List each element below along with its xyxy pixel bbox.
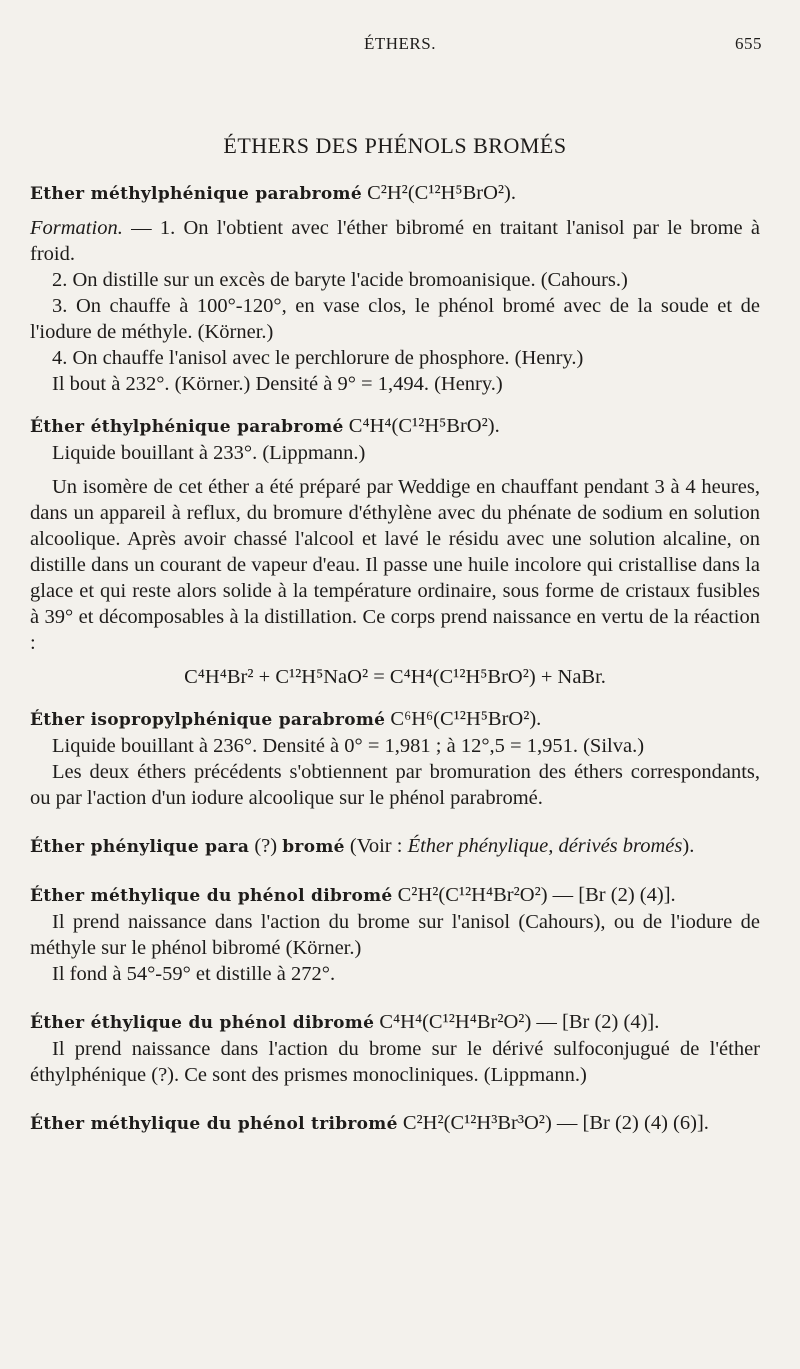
paragraph: Il bout à 232°. (Körner.) Densité à 9° = 1,494. (Henry.) — [52, 373, 503, 395]
paragraph: Les deux éthers précédents s'obtiennent par bromuration des éthers correspondants, ou par l'action d'un iodure alcoolique sur le phénol parabromé. — [30, 761, 760, 809]
entry-heading-line — [30, 882, 760, 909]
entry-heading-line — [30, 180, 760, 207]
entry-methylique-dibrome — [30, 882, 760, 987]
entry-formula: C⁴H⁴(C¹²H⁴Br²O²) — [Br (2) (4)]. — [379, 1011, 660, 1033]
running-title: ÉTHERS. — [364, 34, 436, 53]
entry-heading-line — [30, 413, 760, 440]
entry-phenylique-para — [30, 833, 760, 860]
entry-heading: Éther isopropylphénique parabromé — [30, 710, 386, 730]
paragraph: 3. On chauffe à 100°-120°, en vase clos, le phénol bromé avec de la soude et de l'iodure de méthyle. (Körner.) — [30, 295, 760, 343]
entry-heading-line — [30, 1009, 760, 1036]
paragraph: Il prend naissance dans l'action du brome sur le dérivé sulfoconjugué de l'éther éthylphénique (?). Ce sont des prismes monocliniques. (Lippmann.) — [30, 1038, 760, 1086]
entry-heading: Éther méthylique du phénol tribromé — [30, 1114, 398, 1134]
cross-reference: (Voir : — [349, 835, 408, 857]
paragraph: 2. On distille sur un excès de baryte l'acide bromoanisique. (Cahours.) — [52, 269, 628, 291]
cross-reference-target: Éther phénylique, dérivés bromés — [407, 835, 683, 857]
paragraph: Il prend naissance dans l'action du brome sur l'anisol (Cahours), ou de l'iodure de méthyle sur le phénol bibromé (Körner.) — [30, 911, 760, 959]
paragraph: Formation. — 1. On l'obtient avec l'éther bibromé en traitant l'anisol par le brome à froid. — [30, 217, 760, 265]
paragraph: Il fond à 54°-59° et distille à 272°. — [52, 963, 336, 985]
entry-ethylphenique — [30, 413, 760, 690]
reaction-equation: C⁴H⁴Br² + C¹²H⁵NaO² = C⁴H⁴(C¹²H⁵BrO²) + NaBr. — [184, 666, 606, 688]
entry-heading: Éther méthylique du phénol dibromé — [30, 886, 393, 906]
entry-heading: Ether méthylphénique parabromé — [30, 184, 362, 204]
paragraph: 4. On chauffe l'anisol avec le perchlorure de phosphore. (Henry.) — [52, 347, 584, 369]
paragraph: Liquide bouillant à 236°. Densité à 0° = 1,981 ; à 12°,5 = 1,951. (Silva.) — [52, 735, 645, 757]
entry-formula: C⁶H⁶(C¹²H⁵BrO²). — [390, 708, 542, 730]
entry-isopropylphenique — [30, 706, 760, 811]
entry-methylphenique — [30, 180, 760, 397]
page-header — [0, 34, 800, 58]
entry-methylique-tribrome — [30, 1110, 760, 1137]
page-number: 655 — [735, 34, 762, 53]
paragraph: Un isomère de cet éther a été préparé par Weddige en chauffant pendant 3 à 4 heures, dans un appareil à reflux, du bromure d'éthylène avec du phénate de sodium en solution alcoolique. Après avoir chassé l'alcool et lavé le résidu avec une solution alcaline, on distille dans un courant de vapeur d'eau. Il passe une huile incolore qui cristallise dans la glace et qui reste alors solide à la température ordinaire, sous forme de cristaux fusibles à 39° et décomposables à la distillation. Ce corps prend naissance en vertu de la réaction : — [30, 476, 760, 654]
entry-formula: C²H²(C¹²H⁵BrO²). — [367, 182, 516, 204]
entry-formula: C⁴H⁴(C¹²H⁵BrO²). — [348, 415, 500, 437]
section-title: ÉTHERS DES PHÉNOLS BROMÉS — [223, 133, 567, 158]
entry-formula: C²H²(C¹²H⁴Br²O²) — [Br (2) (4)]. — [397, 884, 676, 906]
entry-formula: C²H²(C¹²H³Br³O²) — [Br (2) (4) (6)]. — [402, 1112, 709, 1134]
entry-heading-line — [30, 1110, 760, 1137]
entry-formula: (?) — [254, 835, 278, 857]
paragraph: Liquide bouillant à 233°. (Lippmann.) — [52, 442, 366, 464]
paragraph-lead: Formation. — [30, 217, 123, 239]
entry-heading: Éther éthylique du phénol dibromé — [30, 1013, 375, 1033]
entry-heading: Éther phénylique para — [30, 837, 250, 857]
entry-heading-line — [30, 706, 760, 733]
entry-heading-line: Éther phénylique para (?) bromé (Voir : Éther phénylique, dérivés bromés). — [30, 835, 695, 857]
page-body — [30, 132, 760, 1137]
entry-heading-suffix: bromé — [282, 837, 345, 857]
entry-heading: Éther éthylphénique parabromé — [30, 417, 344, 437]
entry-ethylique-dibrome — [30, 1009, 760, 1088]
